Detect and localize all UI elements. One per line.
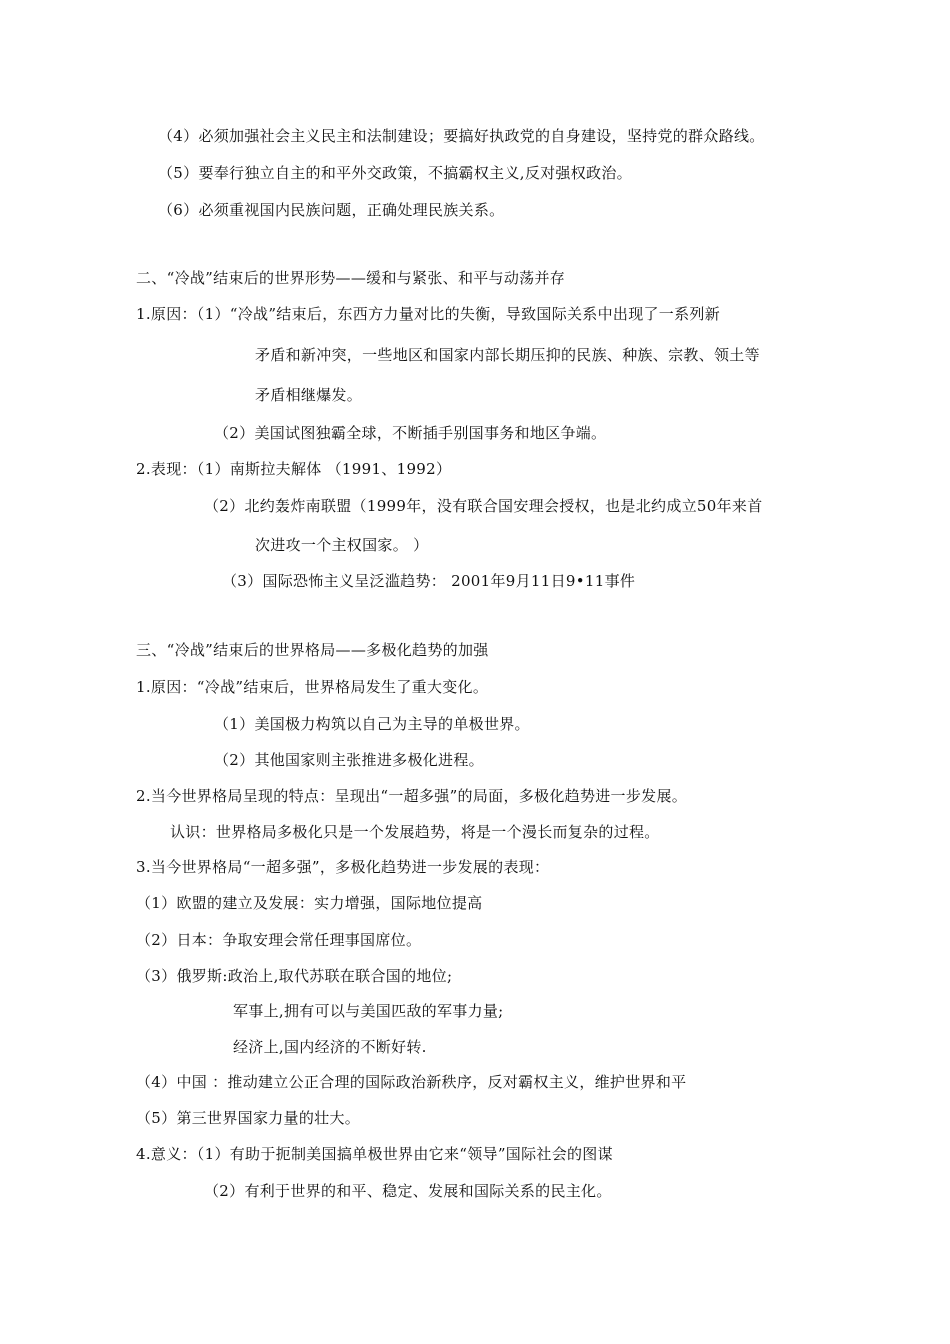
s2-cause-line-1: 1.原因：（1）“冷战”结束后，东西方力量对比的失衡，导致国际关系中出现了一系列新: [136, 305, 720, 323]
s2-show-1: 2.表现：（1）南斯拉夫解体 （1991、1992）: [136, 460, 452, 478]
s2-show-3: （3）国际恐怖主义呈泛滥趋势： 2001年9月11日9•11事件: [222, 572, 636, 590]
s3-cause-1: （1）美国极力构筑以自己为主导的单极世界。: [214, 715, 530, 733]
s3-show-5: （5）第三世界国家力量的壮大。: [136, 1109, 361, 1127]
s2-show-2-line-1: （2）北约轰炸南联盟（1999年，没有联合国安理会授权，也是北约成立50年来首: [204, 497, 763, 515]
s3-show-4: （4）中国 ：推动建立公正合理的国际政治新秩序，反对霸权主义，维护世界和平: [136, 1073, 687, 1091]
intro-item-6: （6）必须重视国内民族问题，正确处理民族关系。: [158, 201, 505, 219]
s3-feature: 2.当今世界格局呈现的特点：呈现出“一超多强”的局面，多极化趋势进一步发展。: [136, 787, 688, 805]
s3-show-2: （2）日本：争取安理会常任理事国席位。: [136, 931, 422, 949]
s3-show-3-line-3: 经济上,国内经济的不断好转.: [233, 1038, 427, 1056]
section-2-heading: 二、“冷战”结束后的世界形势——缓和与紧张、和平与动荡并存: [136, 269, 566, 287]
s3-meaning-1: 4.意义：（1）有助于扼制美国搞单极世界由它来“领导”国际社会的图谋: [136, 1145, 613, 1163]
s3-cause-2: （2）其他国家则主张推进多极化进程。: [214, 751, 484, 769]
s3-cause: 1.原因：“冷战”结束后，世界格局发生了重大变化。: [136, 678, 489, 696]
s3-show-3-line-2: 军事上,拥有可以与美国匹敌的军事力量;: [233, 1002, 504, 1020]
section-3-heading: 三、“冷战”结束后的世界格局——多极化趋势的加强: [136, 641, 489, 659]
s3-show-title: 3.当今世界格局“一超多强”，多极化趋势进一步发展的表现：: [136, 858, 550, 876]
s2-cause-2: （2）美国试图独霸全球，不断插手别国事务和地区争端。: [214, 424, 607, 442]
s3-recognition: 认识：世界格局多极化只是一个发展趋势，将是一个漫长而复杂的过程。: [170, 823, 660, 841]
intro-item-4: （4）必须加强社会主义民主和法制建设；要搞好执政党的自身建设，坚持党的群众路线。: [158, 127, 765, 145]
intro-item-5: （5）要奉行独立自主的和平外交政策，不搞霸权主义,反对强权政治。: [158, 164, 632, 182]
s3-meaning-2: （2）有利于世界的和平、稳定、发展和国际关系的民主化。: [204, 1182, 612, 1200]
s3-show-1: （1）欧盟的建立及发展：实力增强，国际地位提高: [136, 894, 483, 912]
s2-show-2-line-2: 次进攻一个主权国家。 ）: [255, 536, 429, 554]
s2-cause-line-2: 矛盾和新冲突，一些地区和国家内部长期压抑的民族、种族、宗教、领土等: [255, 346, 760, 364]
s2-cause-line-3: 矛盾相继爆发。: [255, 386, 363, 404]
s3-show-3-line-1: （3）俄罗斯:政治上,取代苏联在联合国的地位;: [136, 967, 453, 985]
